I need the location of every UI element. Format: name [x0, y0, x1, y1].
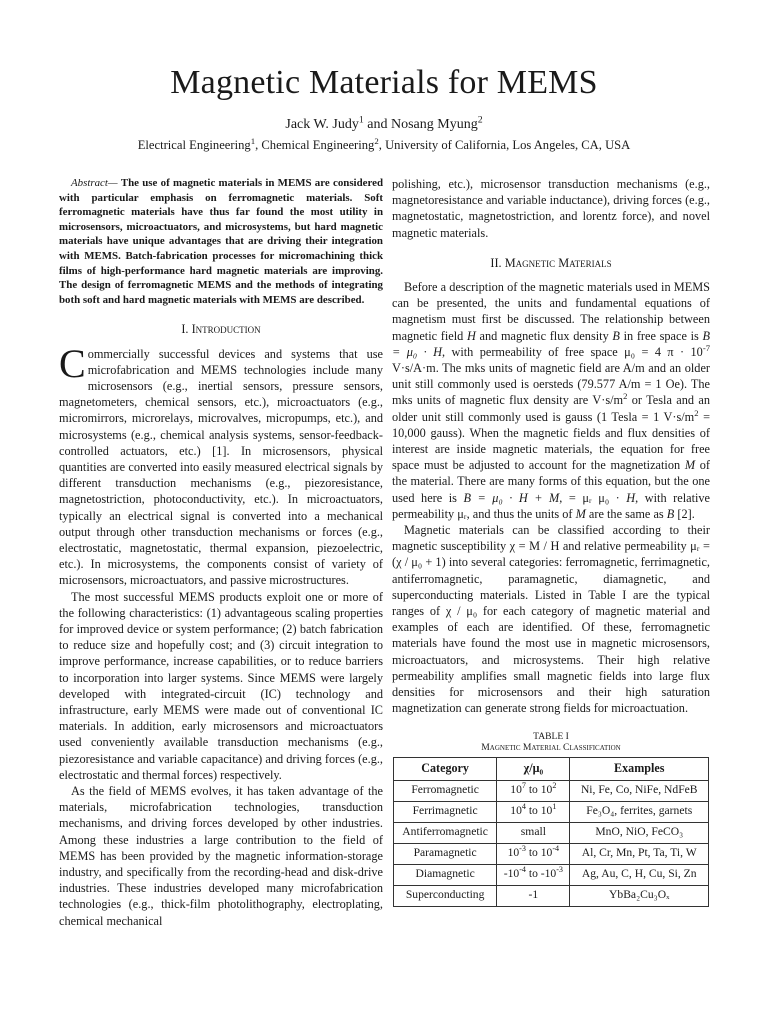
author-judy: Jack W. Judy — [285, 117, 359, 132]
table-row: Ferrimagnetic $10^4$ to $10^1$ Fe₃O₄, ferrites, garnets — [394, 801, 709, 822]
table-row: Diamagnetic $-10^{-4}$ to $-10^{-3}$ Ag, Au, C, H, Cu, Si, Zn — [394, 864, 709, 885]
section-heading-magnetic-materials: II. Magnetic Materials — [490, 255, 612, 270]
table-row: Antiferromagnetic small MnO, NiO, FeCO₃ — [394, 822, 709, 843]
magnetic-classification-table — [393, 757, 709, 907]
header-examples: Examples — [570, 757, 709, 780]
table-row: Ferromagnetic $10^7$ to $10^2$ Ni, Fe, Co, NiFe, NdFeB — [394, 780, 709, 801]
section-heading-introduction: I. Introduction — [181, 322, 261, 337]
table-number: TABLE I — [533, 730, 569, 742]
drop-cap: C — [59, 340, 86, 386]
intro-paragraph-3: As the field of MEMS evolves, it has taken advantage of the materials, microfabrication technologies, transduction mechanisms, and driving forces developed by other industries. Among these industries a large contribution to the field of MEMS has been provided by the magnetic information-storage industry, and specifically from the recording-head and disk-drive industries. These industries developed many microfabrication technologies (e.g., thick-film photolithography, electroplating, chemical mechanical — [59, 784, 383, 928]
right-column — [392, 176, 710, 907]
table-title: Magnetic Material Classification — [481, 741, 621, 753]
affiliation-line: Electrical Engineering$^1$, Chemical Engineering$^2$, University of California, Los Angeles, CA, USA — [137, 135, 631, 152]
abstract-text: The use of magnetic materials in MEMS are considered with particular emphasis on ferromagnetic materials. Soft ferromagnetic materials have thus far found the most utility in microsensors, microactuators, and microsystems, but hard magnetic materials have unique advantages that are driving their integration with MEMS. Batch-fabrication processes for micromachining thick films of high-performance hard magnetic materials are improving. The design of ferromagnetic MEMS and the methods of integrating both soft and hard magnetic materials with MEMS are described. — [59, 177, 383, 306]
materials-paragraph-1: Before a description of the magnetic materials used in MEMS can be presented, the units and fundamental equations of magnetism must first be discussed. The relationship between magnetic field H and magnetic flux density B in free space is B = μ₀ · H, with permeability of free space μ₀ = 4 $\pi \cdot 10^{-7}$ V·s/A·m. The mks units of magnetic field are A/m and an older unit still commonly used is oersteds (79.577 A/m = 1 Oe). The mks units of magnetic flux density are $V\cdot s/m^2$ or Tesla and an older unit still commonly used is gauss (1 Tesla = 1 $V\cdot s/m^2 = 10,000$ gauss). When the magnetic fields and flux densities of interest are inside magnetic materials, the equation for free space must be adjusted to account for the magnetization M of the material. There are many forms of this equation, but the one used here is B = μ₀ · H + M, = μᵣ μ₀ · H, with relative permeability μᵣ, and thus the units of M are the same as B [2]. — [392, 280, 711, 521]
intro-paragraph-1: Commercially successful devices and systems that use microfabrication and MEMS technologies include many microsensors (e.g., inertial sensors, pressure sensors, magnetometers, chemical sensors, etc.), microactuators (e.g., micromirrors, microrelays, microvalves, micropumps, etc.), and microsystems (e.g., chemical analysis systems, sensor-feedback-controlled actuators, etc.) [1]. In microsensors, physical quantities are converted into easily measured electrical signals by different transduction mechanisms (e.g., piezoresistance, magnetostriction, photoconductivity, etc.). In microactuators, typically an electrical signal is converted into a mechanical output through other transduction mechanisms or forces (e.g., electrostatic, magnetostatic, thermal expansion, piezoelectric, etc.). In microsystems, the components consist of variety of microsensors, microactuators, and passive microstructures. — [59, 340, 383, 588]
abstract: Abstract— The use of magnetic materials in MEMS are considered with particular emphasis on ferromagnetic materials. Soft ferromagnetic materials have thus far found the most utility in microsensors, microactuators, and microsystems, but hard magnetic materials have unique advantages that are driving their integration with MEMS. Batch-fabrication processes for micromachining thick films of high-performance hard magnetic materials are improving. The design of ferromagnetic MEMS and the methods of integrating both soft and hard magnetic materials with MEMS are described. — [59, 177, 383, 306]
paper-title: Magnetic Materials for MEMS — [170, 64, 598, 101]
intro-paragraph-2: The most successful MEMS products exploit one or more of the following characteristics: (1) advantageous scaling properties for improved device or system performance; (2) batch fabrication to reduce size and hopefully cost; and (3) circuit integration to improve performance, increase capabilities, or to reduce barriers to incorporation into larger systems. Since MEMS were largely developed with integrated-circuit (IC) technology and infrastructure, early MEMS were made out of conventional IC materials. In addition, early microsensors and microactuators used conveniently available transduction mechanisms (e.g., piezoresistance and variable capacitance) and driving forces (e.g., electrostatic and thermal forces) respectively. — [59, 589, 383, 782]
header-susceptibility: χ/μ₀ — [497, 757, 570, 780]
intro-paragraph-3-continued: polishing, etc.), microsensor transduction mechanisms (e.g., magnetoresistance and variable inductance), driving forces (e.g., magnetostatic, magnetostriction, and lorentz force), and novel magnetic materials. — [392, 177, 710, 240]
header-category: Category — [394, 757, 497, 780]
abstract-label: Abstract — [71, 177, 108, 189]
table-header-row — [394, 757, 709, 780]
author-myung: and Nosang Myung — [363, 117, 478, 132]
table-row: Paramagnetic $10^{-3}$ to $10^{-4}$ Al, Cr, Mn, Pt, Ta, Ti, W — [394, 843, 709, 864]
table-row: Superconducting -1 YbBa₂Cu₃Oₓ — [394, 885, 709, 906]
author-line: Jack W. Judy$^1$ and Nosang Myung$^2$ — [285, 114, 483, 132]
left-column — [59, 176, 383, 929]
materials-paragraph-2: Magnetic materials can be classified according to their magnetic susceptibility χ = M / H and relative permeability μᵣ = (χ / μ₀ + 1) into several categories: ferromagnetic, ferrimagnetic, antiferromagnetic, paramagnetic, diamagnetic, and superconducting materials. Listed in Table I are the typical ranges of χ / μ₀ for each category of magnetic material and examples of each are identified. Of these, ferromagnetic materials have found the most use in magnetic microsensors, microactuators, and microsystems. Their high relative permeability amplifies small magnetic fields into large flux densities for microsensors and their high saturation magnetization can generate strong fields for microactuation. — [392, 523, 710, 716]
